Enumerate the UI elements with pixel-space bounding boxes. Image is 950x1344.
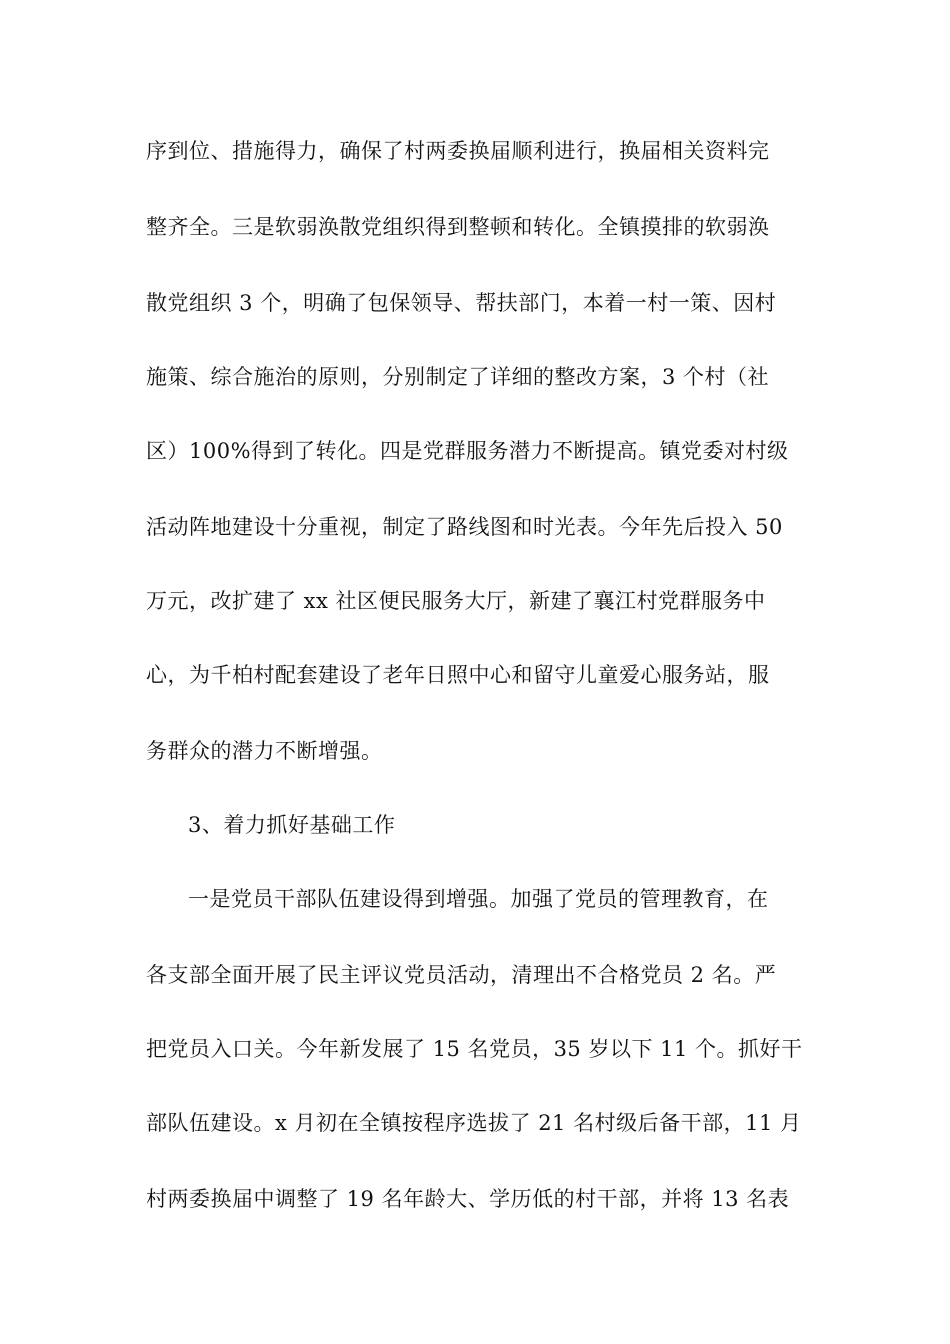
paragraph-line: 各支部全面开展了民主评议党员活动，清理出不合格党员 2 名。严: [146, 963, 777, 987]
paragraph-line: 整齐全。三是软弱涣散党组织得到整顿和转化。全镇摸排的软弱涣: [146, 215, 770, 239]
paragraph-line: 村两委换届中调整了 19 名年龄大、学历低的村干部，并将 13 名表: [146, 1187, 790, 1211]
paragraph-line: 活动阵地建设十分重视，制定了路线图和时光表。今年先后投入 50: [146, 515, 783, 539]
paragraph-line: 务群众的潜力不断增强。: [146, 739, 383, 763]
paragraph-line: 部队伍建设。x 月初在全镇按程序选拔了 21 名村级后备干部，11 月: [146, 1111, 802, 1135]
paragraph-line: 序到位、措施得力，确保了村两委换届顺利进行，换届相关资料完: [146, 139, 770, 163]
paragraph-line: 施策、综合施治的原则，分别制定了详细的整改方案，3 个村（社: [146, 365, 770, 389]
paragraph-line: 心，为千柏村配套建设了老年日照中心和留守儿童爱心服务站，服: [146, 663, 770, 687]
paragraph-line: 散党组织 3 个，明确了包保领导、帮扶部门，本着一村一策、因村: [146, 291, 777, 315]
paragraph-line: 区）100%得到了转化。四是党群服务潜力不断提高。镇党委对村级: [146, 439, 789, 463]
paragraph-line: 把党员入口关。今年新发展了 15 名党员，35 岁以下 11 个。抓好干: [146, 1037, 803, 1061]
section-heading: 3、着力抓好基础工作: [188, 813, 396, 837]
paragraph-line: 一是党员干部队伍建设得到增强。加强了党员的管理教育，在: [188, 887, 769, 911]
paragraph-line: 万元，改扩建了 xx 社区便民服务大厅，新建了襄江村党群服务中: [146, 589, 766, 613]
